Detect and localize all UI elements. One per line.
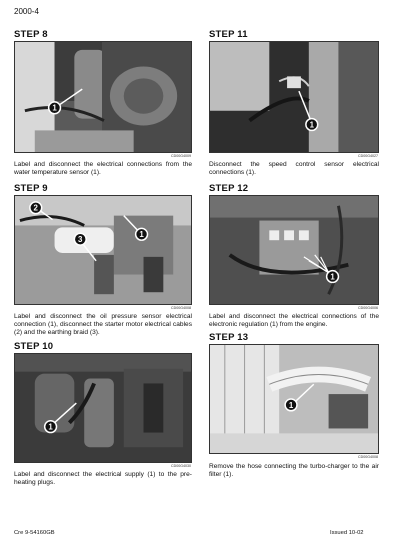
step-11-caption: Disconnect the speed control sensor electrical connections (1). [209,161,379,176]
step-8-photo-code: CD00G4009 [171,154,191,158]
step-13-callout-1: 1 [288,400,294,410]
step-9-title: STEP 9 [14,183,48,194]
step-10-photo [14,353,192,463]
step-9-callout-2: 2 [33,203,38,213]
step-8-photo [14,41,192,153]
step-9-photo [14,195,192,305]
step-12-title: STEP 12 [209,183,249,194]
step-13-photo-code: CD00G4008 [358,455,378,459]
step-8-caption: Label and disconnect the electrical connections from the water temperature sensor (1). [14,161,192,176]
step-9-caption: Label and disconnect the oil pressure sensor electrical connection (1), disconnect the starter motor electrical cables (2) and the earthing braid (3). [14,313,192,336]
step-9-callout-3: 3 [78,235,83,245]
step-12-photo-code: CD00G4006 [358,306,378,310]
step-13-caption: Remove the hose connecting the turbo-charger to the air filter (1). [209,463,379,478]
step-13-title: STEP 13 [209,332,249,343]
step-13-photo [209,344,379,454]
step-8-callout-1: 1 [52,103,57,113]
footer-issue-date: Issued 10-02 [330,530,364,536]
step-11-photo [209,41,379,153]
step-9-photo-code: CD00G4008 [171,306,191,310]
step-9-callout-1: 1 [139,230,144,240]
step-10-title: STEP 10 [14,341,54,352]
step-8-title: STEP 8 [14,29,48,40]
step-12-photo [209,195,379,305]
step-10-callout-1: 1 [48,422,53,432]
step-12-callout-1: 1 [330,272,335,282]
step-11-title: STEP 11 [209,29,248,40]
step-10-caption: Label and disconnect the electrical supply (1) to the pre-heating plugs. [14,471,192,486]
footer-document-code: Cre 9-54160GB [14,530,55,536]
step-11-photo-code: CD00G4027 [358,154,378,158]
step-12-caption: Label and disconnect the electrical connections of the electronic regulation (1) from the engine. [209,313,379,328]
step-10-photo-code: CD00G4030 [171,464,191,468]
step-11-callout-1: 1 [309,120,314,130]
page-number: 2000-4 [14,7,39,16]
